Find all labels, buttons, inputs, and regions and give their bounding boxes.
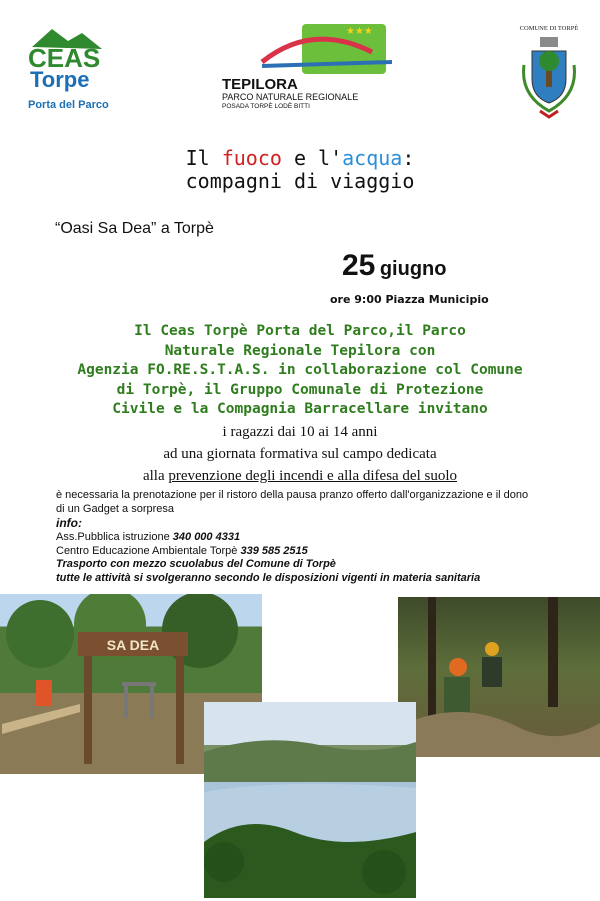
lake-scene-icon xyxy=(204,702,416,898)
invite-line: Agenzia FO.RE.S.T.A.S. in collaborazione col Comune xyxy=(77,362,523,378)
booking-note-line2: di un Gadget a sorpresa xyxy=(56,503,175,515)
park-sign-text: SA DEA xyxy=(106,637,160,653)
audience-text: i ragazzi dai 10 ai 14 anni xyxy=(222,424,378,440)
contact1-phone: 340 000 4331 xyxy=(172,531,241,543)
tepilora-name: TEPILORA xyxy=(222,76,298,93)
workers-scene-icon xyxy=(398,597,600,757)
title-part1: Il xyxy=(185,146,222,170)
comune-label: COMUNE DI TORPÈ xyxy=(519,25,579,32)
poster-title-line2: compagni di viaggio xyxy=(185,169,415,193)
sanitary-note: tutte le attività si svolgeranno secondo le disposizioni vigenti in materia sanitaria xyxy=(56,572,481,584)
invite-line: Naturale Regionale Tepilora con xyxy=(164,342,436,359)
ceas-logo-word: CEAS xyxy=(28,43,101,73)
event-description: ad una giornata formativa sul campo dedicata xyxy=(163,446,437,462)
invitation-text xyxy=(0,322,600,420)
transport-note: Trasporto con mezzo scuolabus del Comune di Torpè xyxy=(56,558,336,570)
contact2-phone: 339 585 2515 xyxy=(240,545,308,557)
event-month: giugno xyxy=(379,258,447,280)
theme-underlined: prevenzione degli incendi e alla difesa del suolo xyxy=(168,468,458,484)
contact-line-1 xyxy=(56,531,240,543)
tepilora-emblem-icon xyxy=(222,22,402,78)
coat-of-arms-icon xyxy=(520,35,578,121)
title-part2: e l' xyxy=(281,146,343,170)
poster-title-line1 xyxy=(0,146,600,170)
tepilora-towns: POSADA TORPÈ LODÈ BITTI xyxy=(222,103,310,110)
ceas-logo-tagline: Porta del Parco xyxy=(28,99,109,111)
booking-note-line1: è necessaria la prenotazione per il ristoro della pausa pranzo offerto dall'organizzazione e il dono xyxy=(56,489,529,501)
svg-text:★★★: ★★★ xyxy=(346,26,373,37)
contact1-label: Ass.Pubblica istruzione xyxy=(56,531,173,543)
forestry-workers-photo xyxy=(398,597,600,757)
tepilora-logo xyxy=(222,22,402,112)
event-theme xyxy=(0,468,600,485)
theme-prefix: alla xyxy=(142,468,169,484)
lake-landscape-photo xyxy=(204,702,416,898)
event-time-place: ore 9:00 Piazza Municipio xyxy=(330,293,489,306)
event-location: “Oasi Sa Dea” a Torpè xyxy=(55,220,214,237)
comune-crest xyxy=(520,25,578,121)
ceas-logo xyxy=(22,25,114,115)
contact2-label: Centro Educazione Ambientale Torpè xyxy=(56,545,241,557)
invite-line: Il Ceas Torpè Porta del Parco,il Parco xyxy=(134,323,466,339)
invite-line: di Torpè, il Gruppo Comunale di Protezione xyxy=(116,381,484,398)
ceas-logo-town: Torpe xyxy=(30,67,90,92)
tepilora-subtitle: PARCO NATURALE REGIONALE xyxy=(222,92,359,102)
title-fire: fuoco xyxy=(221,146,282,170)
contact-line-2 xyxy=(56,545,308,557)
info-label: info: xyxy=(56,516,82,530)
invite-line: Civile e la Compagnia Barracellare invitano xyxy=(112,401,488,417)
event-date xyxy=(342,249,446,283)
event-day: 25 xyxy=(342,249,376,282)
title-part3: : xyxy=(402,146,415,170)
title-water: acqua xyxy=(342,146,403,170)
